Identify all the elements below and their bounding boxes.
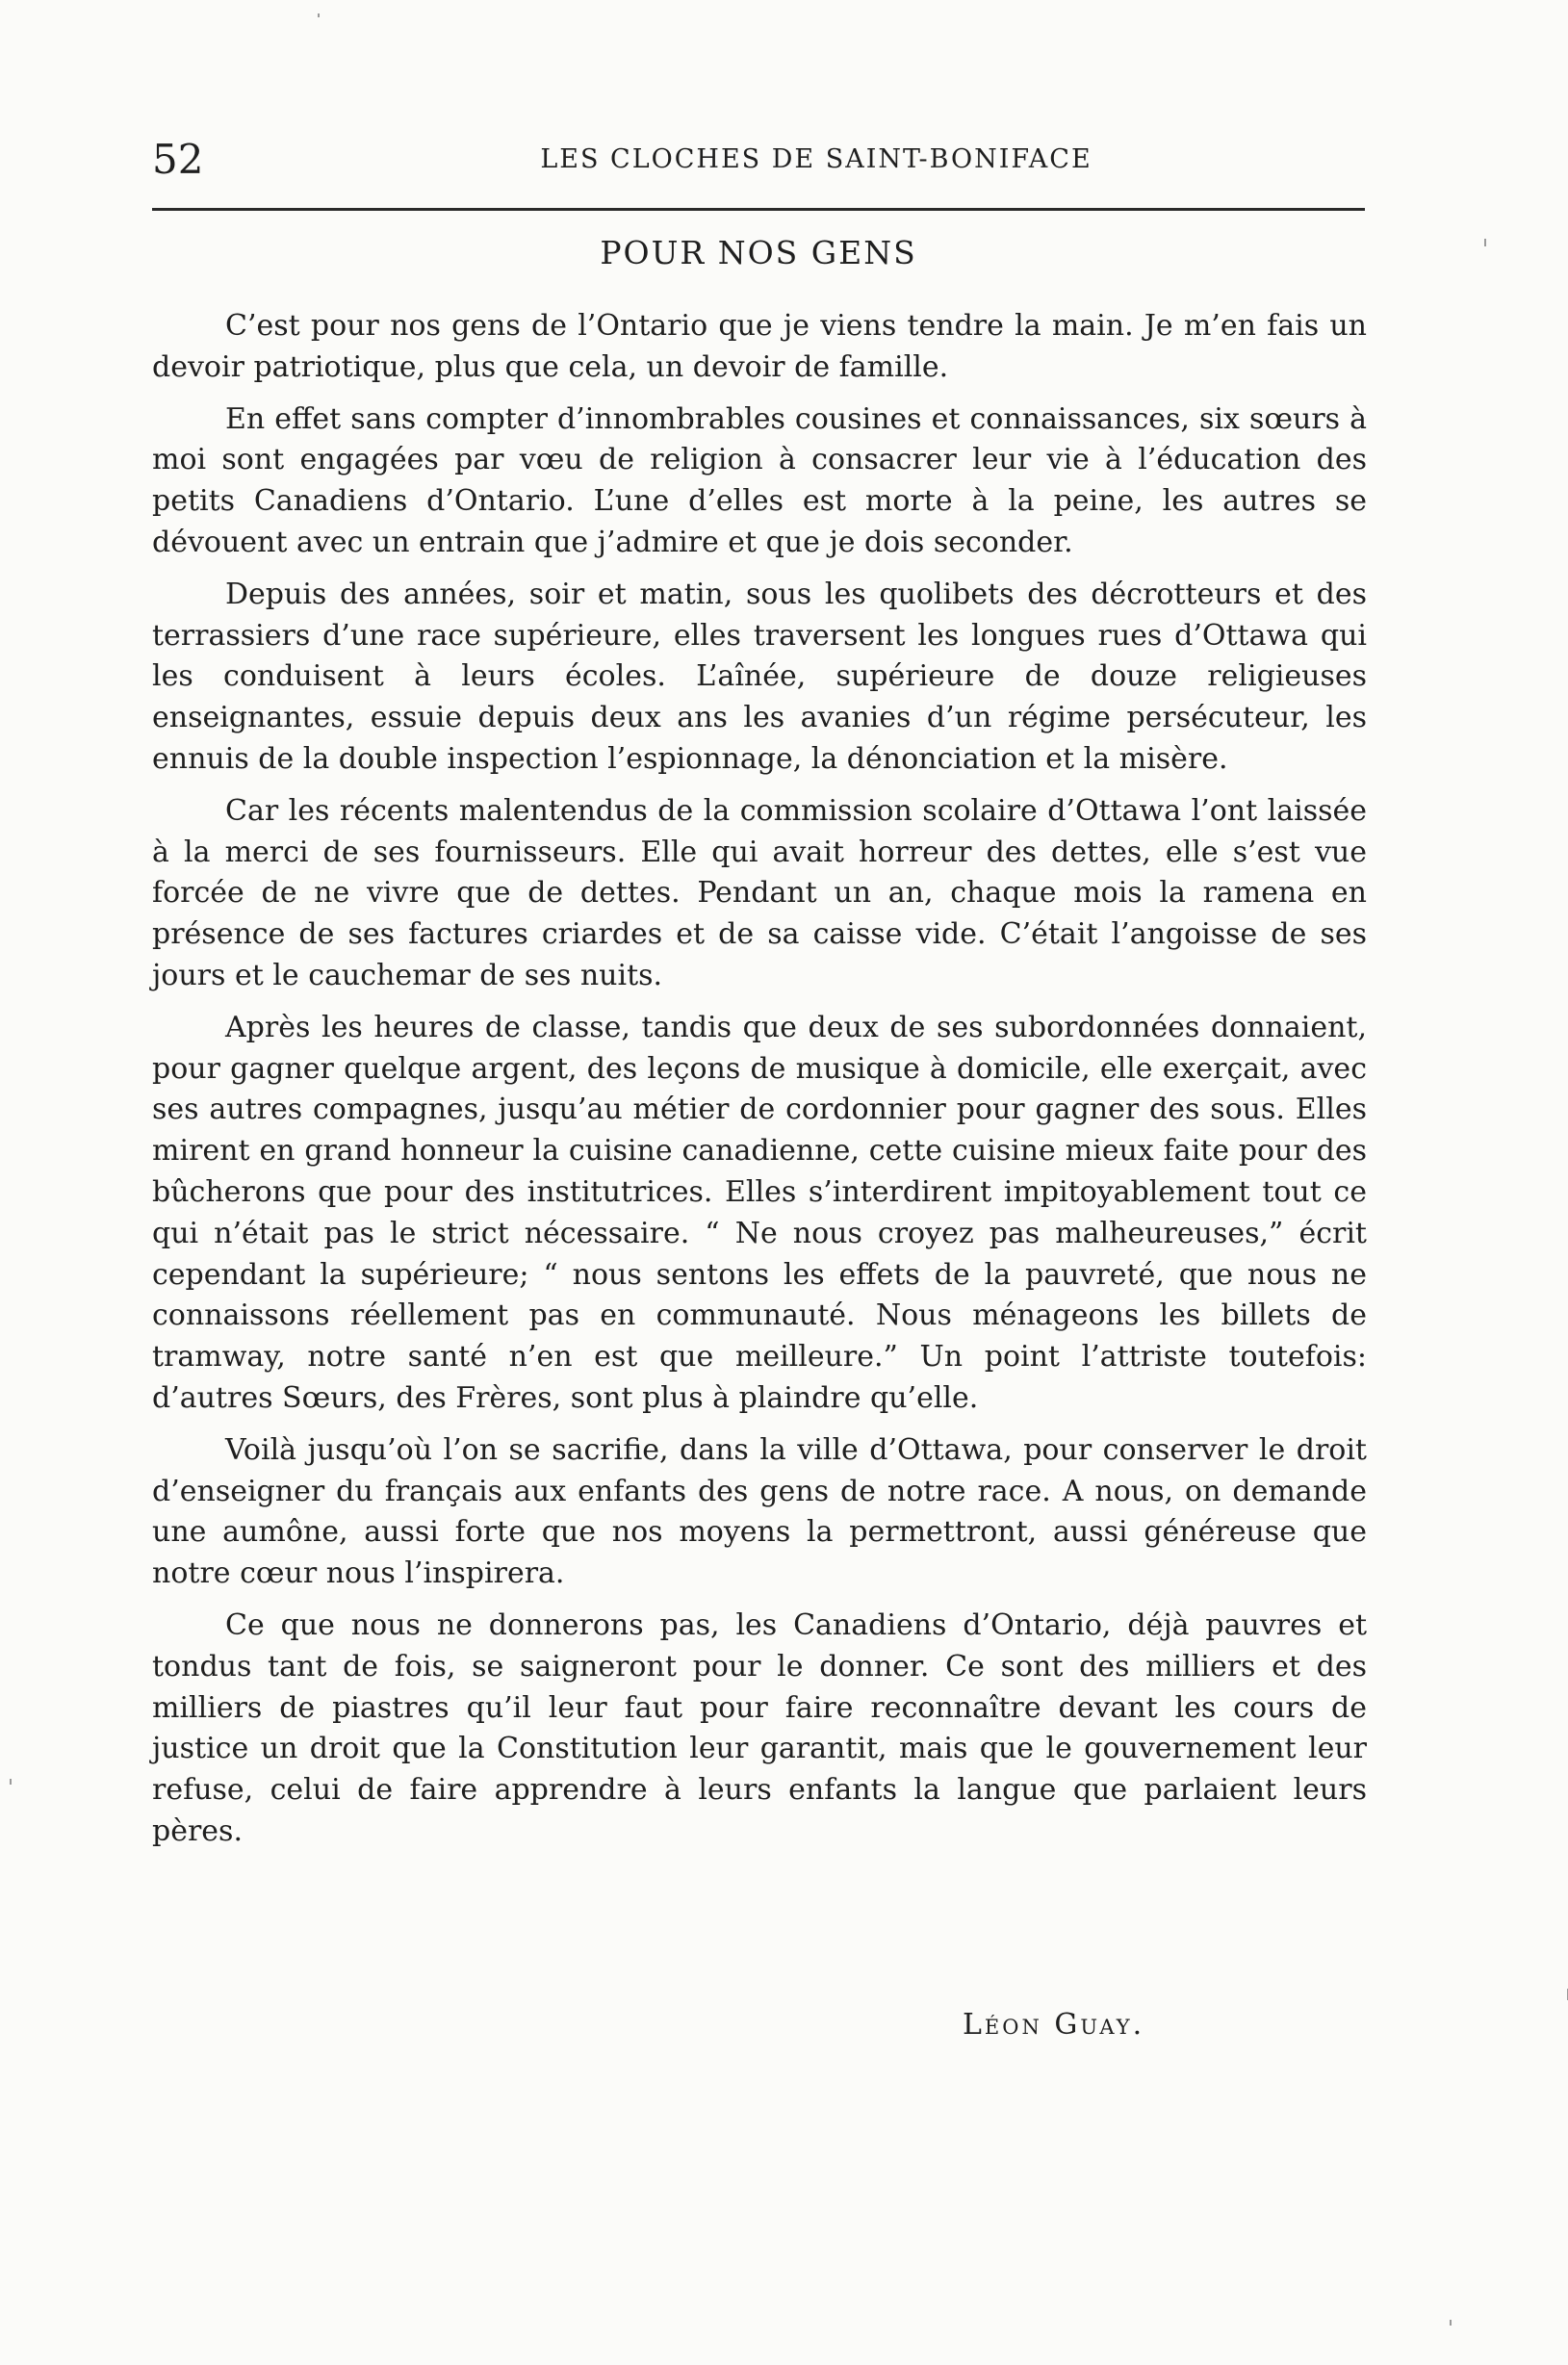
page-number: 52: [152, 136, 204, 183]
scan-mark: [318, 13, 320, 17]
paragraph: En effet sans compter d’innombrables cousines et connaissances, six sœurs à moi sont engagées par vœu de religion à consacrer leur vie à l’éducation des petits Canadiens d’Ontario. L’une d’elles est morte à la peine, les autres se dévouent avec un entrain que j’admire et que je dois seconder.: [152, 401, 1367, 559]
journal-title: LES CLOCHES DE SAINT-BONIFACE: [540, 144, 1092, 174]
paragraph: Depuis des années, soir et matin, sous les quolibets des décrotteurs et des terrassiers d’une race supérieure, elles traversent les longues rues d’Ottawa qui les conduisent à leurs écoles. L’aînée, supérieure de douze religieuses enseignantes, essuie depuis deux ans les avanies d’un régime persécuteur, les ennuis de la double inspection l’espionnage, la dénonciation et la misère.: [152, 577, 1367, 776]
paragraph: Car les récents malentendus de la commission scolaire d’Ottawa l’ont laissée à la merci de ses fournisseurs. Elle qui avait horreur des dettes, elle s’est vue forcée de ne vivre que de dettes. Pendant un an, chaque mois la ramena en présence de ses factures criardes et de sa caisse vide. C’était l’angoisse de ses jours et le cauchemar de ses nuits.: [152, 793, 1367, 992]
scan-mark: [10, 1779, 12, 1785]
article-title: POUR NOS GENS: [600, 234, 917, 271]
running-header: [152, 133, 1365, 191]
paragraph: Après les heures de classe, tandis que deux de ses subordonnées donnaient, pour gagner quelque argent, des leçons de musique à domicile, elle exerçait, avec ses autres compagnes, jusqu’au métier de cordonnier pour gagner des sous. Elles mirent en grand honneur la cuisine canadienne, cette cuisine mieux faite pour des bûcherons que pour des institutrices. Elles s’interdirent impitoyablement tout ce qui n’était pas le strict nécessaire. “ Ne nous croyez pas malheureuses,” écrit cependant la supérieure; “ nous sentons les effets de la pauvreté, que nous ne connaissons réellement pas en communauté. Nous ménageons les billets de tramway, notre santé n’en est que meilleure.” Un point l’attriste toutefois: d’autres Sœurs, des Frères, sont plus à plaindre qu’elle.: [152, 1010, 1367, 1415]
paragraph: Voilà jusqu’où l’on se sacrifie, dans la ville d’Ottawa, pour conserver le droit d’enseigner du français aux enfants des gens de notre race. A nous, on demande une aumône, aussi forte que nos moyens la permettront, aussi généreuse que notre cœur nous l’inspirera.: [152, 1432, 1367, 1591]
author-signature: Léon Guay.: [963, 2008, 1145, 2042]
article-body: [152, 306, 1367, 1864]
header-rule: [152, 208, 1365, 211]
scan-mark: [1450, 2320, 1452, 2326]
scan-mark: [1484, 239, 1486, 246]
paragraph: C’est pour nos gens de l’Ontario que je viens tendre la main. Je m’en fais un devoir patriotique, plus que cela, un devoir de famille.: [152, 309, 1367, 384]
paragraph: Ce que nous ne donnerons pas, les Canadiens d’Ontario, déjà pauvres et tondus tant de fois, se saigneront pour le donner. Ce sont des milliers et des milliers de piastres qu’il leur faut pour faire reconnaître devant les cours de justice un droit que la Constitution leur garantit, mais que le gouvernement leur refuse, celui de faire apprendre à leurs enfants la langue que parlaient leurs pères.: [152, 1607, 1367, 1848]
